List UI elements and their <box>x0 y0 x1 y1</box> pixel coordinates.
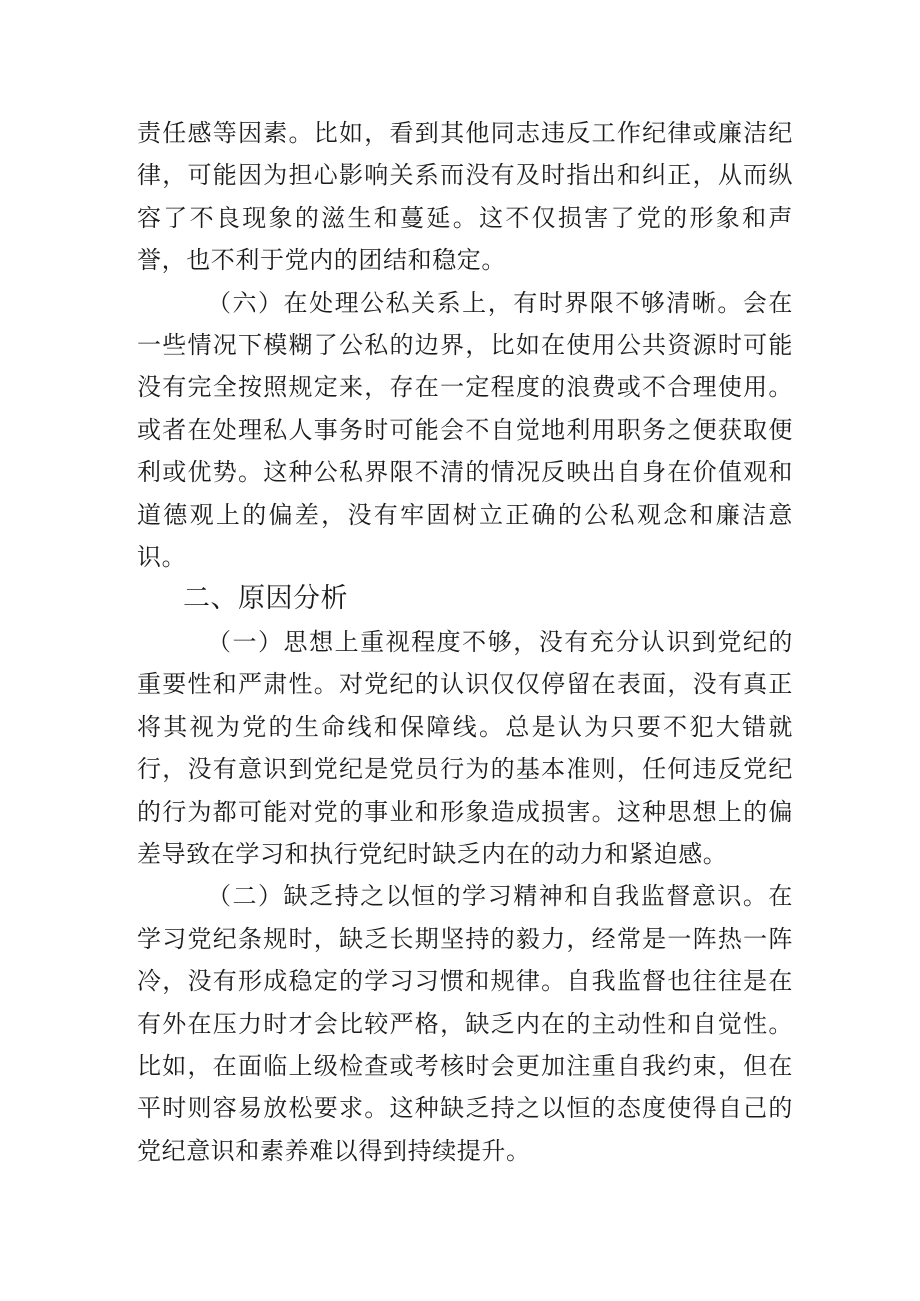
document-body <box>137 112 793 1172</box>
paragraph-continuation: 责任感等因素。比如，看到其他同志违反工作纪律或廉洁纪律，可能因为担心影响关系而没有及时指出和纠正，从而纵容了不良现象的滋生和蔓延。这不仅损害了党的形象和声誉，也不利于党内的团结和稳定。 <box>137 119 793 275</box>
paragraph-item-six: （六）在处理公私关系上，有时界限不够清晰。会在一些情况下模糊了公私的边界，比如在使用公共资源时可能没有完全按照规定来，存在一定程度的浪费或不合理使用。或者在处理私人事务时可能会不自觉地利用职务之便获取便利或优势。这种公私界限不清的情况反映出自身在价值观和道德观上的偏差，没有牢固树立正确的公私观念和廉洁意识。 <box>137 288 793 572</box>
paragraph-cause-two: （二）缺乏持之以恒的学习精神和自我监督意识。在学习党纪条规时，缺乏长期坚持的毅力，经常是一阵热一阵冷，没有形成稳定的学习习惯和规律。自我监督也往往是在有外在压力时才会比较严格，缺乏内在的主动性和自觉性。比如，在面临上级检查或考核时会更加注重自我约束，但在平时则容易放松要求。这种缺乏持之以恒的态度使得自己的党纪意识和素养难以得到持续提升。 <box>137 882 793 1165</box>
section-heading-cause-analysis: 二、原因分析 <box>183 583 348 615</box>
paragraph-cause-one: （一）思想上重视程度不够，没有充分认识到党纪的重要性和严肃性。对党纪的认识仅仅停留在表面，没有真正将其视为党的生命线和保障线。总是认为只要不犯大错就行，没有意识到党纪是党员行为的基本准则，任何违反党纪的行为都可能对党的事业和形象造成损害。这种思想上的偏差导致在学习和执行党纪时缺乏内在的动力和紧迫感。 <box>137 627 793 868</box>
